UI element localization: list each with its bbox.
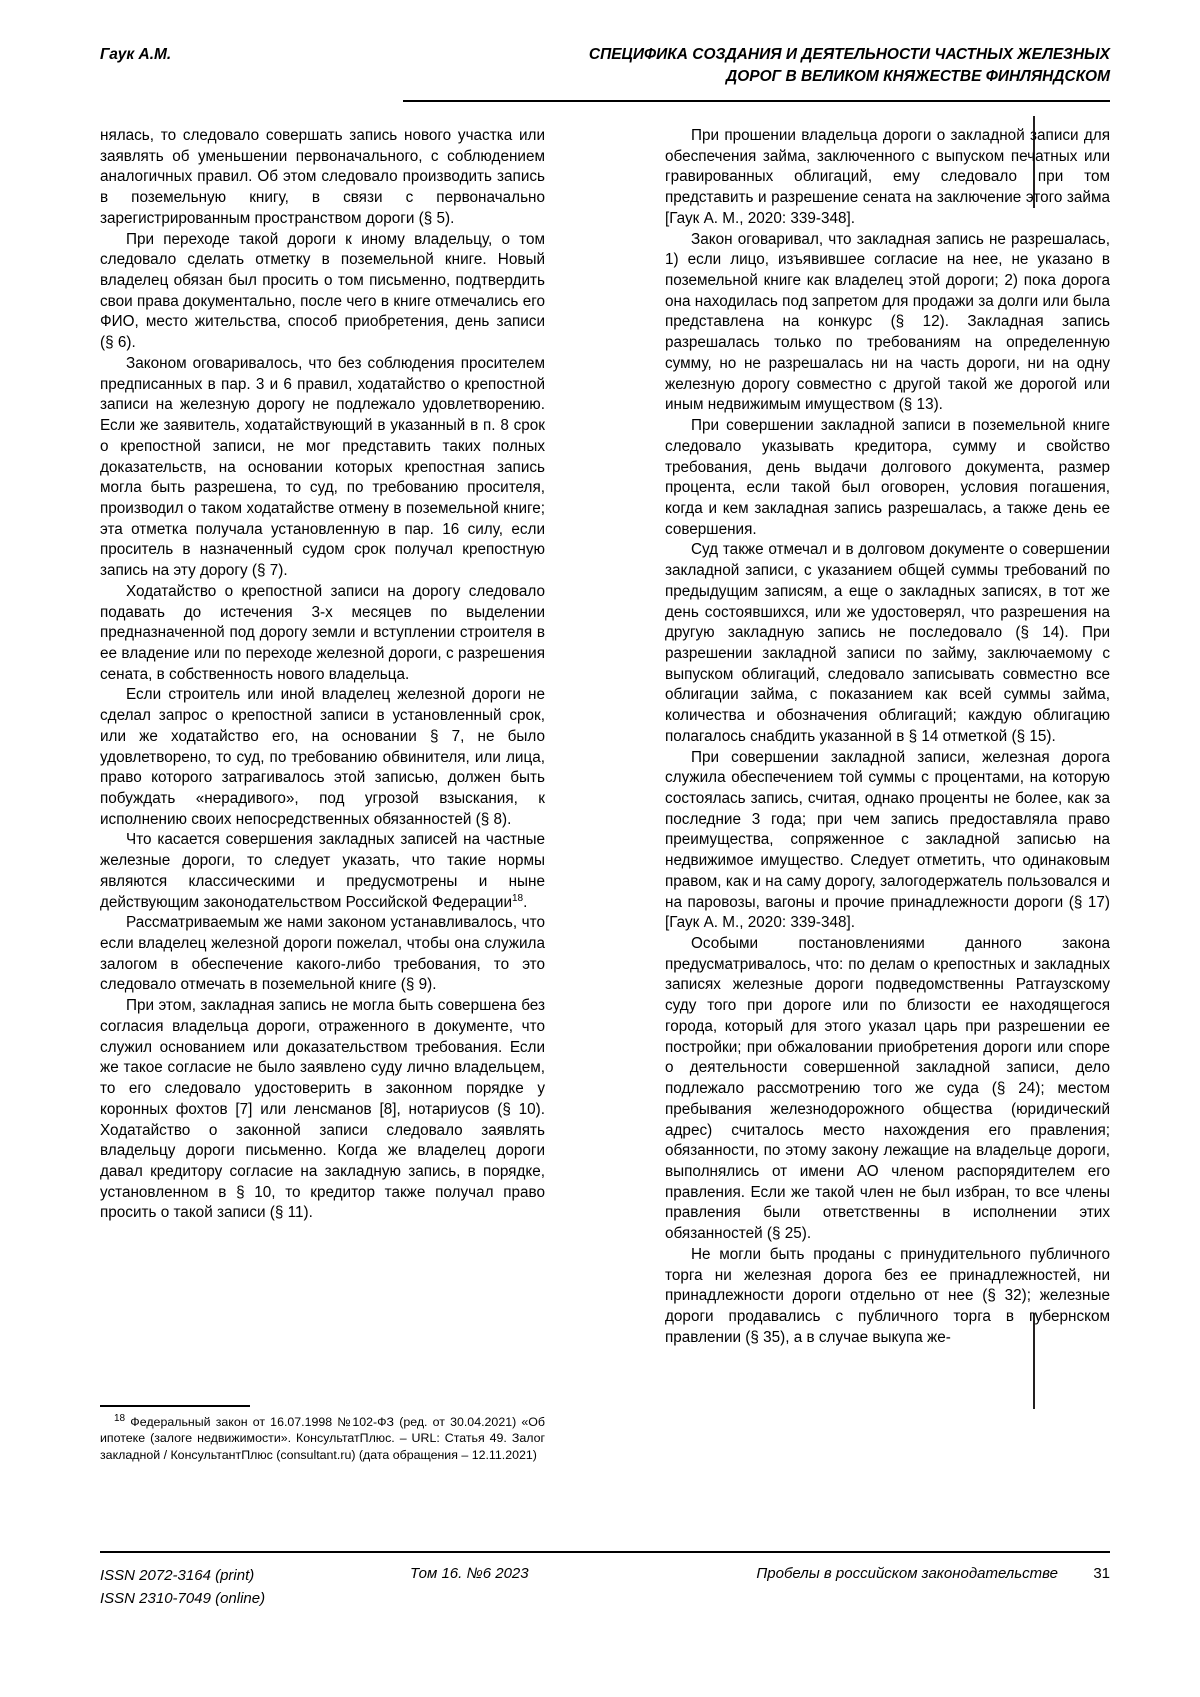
paragraph: При переходе такой дороги к иному владельцу, о том следовало сделать отметку в поземельной книге. Новый владелец обязан был просить о том письменно, подтвердить свои права документально, после чего в книге отмечались его ФИО, место жительства, способ приобретения, день записи (§ 6). [100,230,545,352]
header-divider [403,100,1110,102]
header-title-line-2: ДОРОГ В ВЕЛИКОМ КНЯЖЕСТВЕ ФИНЛЯНДСКОМ [726,68,1110,86]
paragraph-tail: . [523,893,528,911]
footnote-marker: 18 [114,1412,126,1424]
paragraph: При этом, закладная запись не могла быть совершена без согласия владельца дороги, отраженного в документе, что служил основанием или доказательством требования. Если же такое согласие не было заявлено суду лично владельцем, то его следовало удостоверить в законном порядке у коронных фохтов [7] или ленсманов [8], нотариусов (§ 10). Ходатайство о законной записи следовало заявлять владельцу дороги письменно. Когда же владелец дороги давал кредитору согласие на закладную запись, в порядке, установленном в § 10, то кредитор также получал право просить о такой записи (§ 11). [100,997,545,1222]
paragraph-with-footnote [100,830,545,913]
paragraph: При прошении владельца дороги о закладной записи для обеспечения займа, заключенного с выпуском печатных или гравированных облигаций, ему следовало при том представить и разрешение сената на заключение этого займа [Гаук А. М., 2020: 339-348]. [665,127,1110,227]
page-footer [100,1565,1110,1610]
paragraph: При совершении закладной записи, железная дорога служила обеспечением той суммы с процентами, на которую состоялась запись, считая, однако проценты не более, как за последние 3 года; при чем запись предоставляла право преимущества, сопряженное с закладной записью на недвижимое имущество. Следует отметить, что одинаковым правом, как и на саму дорогу, залогодержатель пользовался и на паровозы, вагоны и прочие принадлежности дороги (§ 17) [Гаук А. М., 2020: 339-348]. [665,748,1110,932]
paragraph: Не могли быть проданы с принудительного публичного торга ни железная дорога без ее принадлежностей, ни принадлежности дороги отдельно от нее (§ 32); железные дороги продавались с публичного торга в губернском правлении (§ 35), а в случае выкупа же- [665,1245,1110,1346]
left-column [100,126,545,1348]
paragraph: Особыми постановлениями данного закона предусматривалось, что: по делам о крепостных и закладных записях железные дороги подведомственны Ратгаузскому суду того при дороге или по близости ее находящегося города, который для этого указал царь при разрешении ее постройки; при обжаловании приобретения дороги или споре о деятельности совершенной закладной записи, дело подлежало рассмотрению того же суда (§ 24); местом пребывания железнодорожного общества (юридический адрес) считалось место нахождения его правления; обязанности, по этому закону лежащие на владельце дороги, выполнялись от имени АО членом распорядителем его правления. Если же такой член не был избран, то все члены правления были ответственны в исполнении этих обязанностей (§ 25). [665,935,1110,1243]
footer-volume: Том 16. №6 2023 [410,1565,529,1582]
header-article-title [410,44,1110,89]
paragraph: При совершении закладной записи в поземельной книге следовало указывать кредитора, сумму и свойство требования, день выдачи долгового документа, размер процента, если такой был оговорен, условия погашения, когда и кем закладная запись разрешалась, а также день ее совершения. [665,417,1110,538]
footnote-reference: 18 [512,892,524,904]
issn-print: ISSN 2072-3164 (print) [100,1567,255,1584]
footnote-text [100,1414,545,1464]
body-columns [100,126,1110,1348]
paragraph-text: Что касается совершения закладных записей на частные железные дороги, то следует указать, что такие нормы являются классическими и предусмотрены и ныне действующим законодательством Российской Федерации [100,831,545,911]
footnote-body: Федеральный закон от 16.07.1998 №102-ФЗ (ред. от 30.04.2021) «Об ипотеке (залоге недвижимости». КонсультатПлюс. – URL: Статья 49. Залог закладной / КонсультантПлюс (consultant.ru) (дата обращения – 12.11.2021) [100,1414,545,1462]
paragraph: Суд также отмечал и в долговом документе о совершении закладной записи, с указанием общей суммы требований по предыдущим записям, а еще о закладных записях, в тот же день состоявшихся, или же удостоверял, что разрешения на другую закладную запись не последовало (§ 14). При разрешении закладной записи по займу, заключаемому с выпуском облигаций, следовало записывать совместно все облигации займа, с показанием как всей суммы займа, количества и обозначения облигаций; каждую облигацию полагалось снабдить указанной в § 14 отметкой (§ 15). [665,541,1110,745]
paragraph: Закон оговаривал, что закладная запись не разрешалась, 1) если лицо, изъявившее согласие на нее, не указано в поземельной книге как владелец этой дороги; 2) пока дорога она находилась под запретом для продажи за долги или была представлена на конкурс (§ 12). Закладная запись разрешалась только по требованиям на определенную сумму, но не разрешалась ни на часть дороги, ни на одну железную дорогу совместно с другой такой же дорогой или иным недвижимым имуществом (§ 13). [665,230,1110,414]
footer-divider [100,1551,1110,1553]
right-column [665,126,1110,1348]
page-header [100,44,1110,89]
paragraph: Законом оговаривалось, что без соблюдения просителем предписанных в пар. 3 и 6 правил, ходатайство о крепостной записи на железную дорогу не подлежало удовлетворению. Если же заявитель, ходатайствующий в указанный в п. 8 срок о крепостной записи, не мог представить таких полных доказательств, на основании которых крепостная запись могла быть разрешена, то суд, по требованию просителя, производил о таком ходатайстве отмену в поземельной книге; эта отметка получала установленную в пар. 16 силу, если проситель в назначенный судом срок получал крепостную запись на эту дорогу (§ 7). [100,354,545,580]
footer-issn [100,1565,350,1610]
header-author: Гаук А.М. [100,46,172,63]
paragraph: нялась, то следовало совершать запись нового участка или заявлять об уменьшении первоначального, с соблюдением аналогичных правил. Об этом следовало производить запись в поземельную книгу, в связи с первоначально зарегистрированным пространством дороги (§ 5). [100,127,545,227]
page-number: 31 [1093,1565,1110,1582]
footnote-block [100,1405,545,1463]
issn-online: ISSN 2310-7049 (online) [100,1589,266,1607]
paragraph: Рассматриваемым же нами законом устанавливалось, что если владелец железной дороги пожелал, чтобы она служила залогом в обеспечение какого-либо требования, то это следовало отмечать в поземельной книге (§ 9). [100,914,545,994]
footnote-divider [100,1405,250,1407]
paragraph: Ходатайство о крепостной записи на дорогу следовало подавать до истечения 3-х месяцев по выделении предназначенной под дорогу земли и вступлении строителя в ее владение или по переходе железной дороги, с разрешения сената, в собственность нового владельца. [100,582,545,683]
paragraph: Если строитель или иной владелец железной дороги не сделал запрос о крепостной записи в установленный срок, или же ходатайство его, на основании § 7, не было удовлетворено, то суд, по требованию обвинителя, или лица, право которого затрагивалось этой записью, должен быть побуждать «нерадивого», под угрозой взыскания, к исполнению своих непосредственных обязанностей (§ 8). [100,686,545,828]
header-title-line-1: СПЕЦИФИКА СОЗДАНИЯ И ДЕЯТЕЛЬНОСТИ ЧАСТНЫХ ЖЕЛЕЗНЫХ [588,46,1110,63]
footer-journal-name: Пробелы в российском законодательстве [756,1565,1058,1582]
